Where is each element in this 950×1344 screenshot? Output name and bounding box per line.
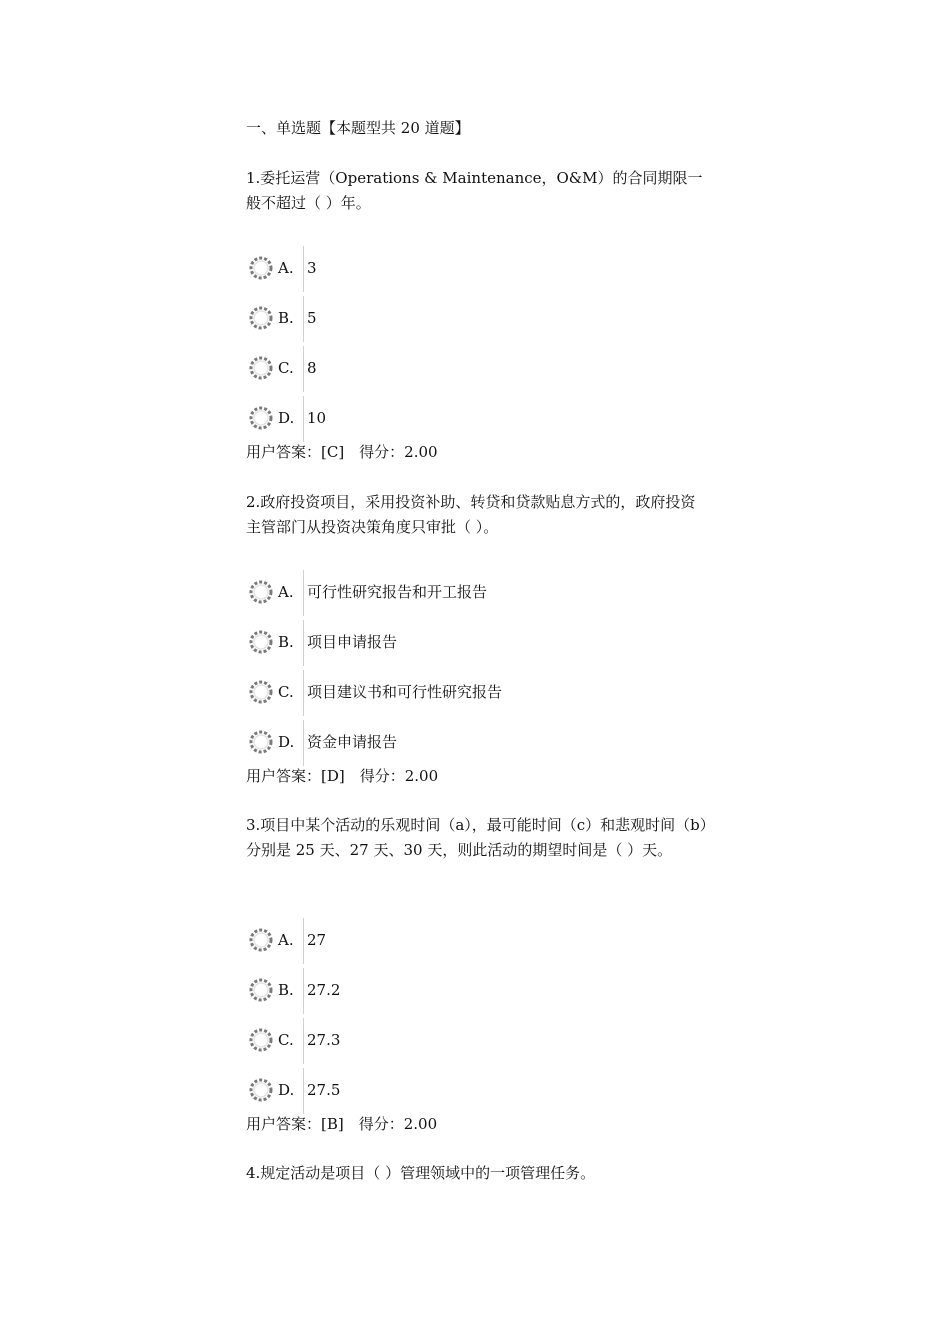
divider — [303, 968, 304, 1014]
divider — [303, 570, 304, 616]
option-letter: D. — [278, 733, 295, 751]
question-1-text: 1.委托运营（Operations & Maintenance，O&M）的合同期限一般不超过（ ）年。 — [246, 169, 703, 212]
divider — [303, 720, 304, 766]
radio-unselected-icon[interactable] — [248, 629, 274, 655]
option-letter: B. — [278, 981, 294, 999]
radio-unselected-icon[interactable] — [248, 679, 274, 705]
radio-unselected-icon[interactable] — [248, 355, 274, 381]
option-letter: C. — [278, 359, 294, 377]
option-text: 8 — [307, 359, 317, 377]
answer-score-1: 用户答案：[C] 得分：2.00 — [246, 443, 438, 461]
divider — [303, 918, 304, 964]
option-letter: A. — [278, 259, 294, 277]
radio-unselected-icon[interactable] — [248, 977, 274, 1003]
option-text: 27.3 — [307, 1031, 341, 1049]
option-text: 27.2 — [307, 981, 341, 999]
option-text: 10 — [307, 409, 327, 427]
divider — [303, 246, 304, 292]
option-1-b[interactable] — [246, 296, 646, 342]
radio-unselected-icon[interactable] — [248, 255, 274, 281]
divider — [303, 1068, 304, 1114]
divider — [303, 620, 304, 666]
option-text: 27.5 — [307, 1081, 341, 1099]
option-letter: A. — [278, 583, 294, 601]
option-letter: D. — [278, 1081, 295, 1099]
option-text: 项目申请报告 — [307, 633, 398, 651]
option-text: 可行性研究报告和开工报告 — [307, 583, 488, 601]
option-letter: A. — [278, 931, 294, 949]
option-2-c[interactable] — [246, 670, 646, 716]
option-text: 资金申请报告 — [307, 733, 398, 751]
divider — [303, 396, 304, 442]
option-letter: C. — [278, 1031, 294, 1049]
answer-score-2: 用户答案：[D] 得分：2.00 — [246, 767, 439, 785]
divider — [303, 296, 304, 342]
option-letter: B. — [278, 309, 294, 327]
option-text: 3 — [307, 259, 317, 277]
option-1-c[interactable] — [246, 346, 646, 392]
divider — [303, 346, 304, 392]
radio-unselected-icon[interactable] — [248, 579, 274, 605]
divider — [303, 670, 304, 716]
option-letter: D. — [278, 409, 295, 427]
option-letter: C. — [278, 683, 294, 701]
option-text: 项目建议书和可行性研究报告 — [307, 683, 503, 701]
option-text: 5 — [307, 309, 317, 327]
radio-unselected-icon[interactable] — [248, 1027, 274, 1053]
answer-score-3: 用户答案：[B] 得分：2.00 — [246, 1115, 438, 1133]
question-2-text: 2.政府投资项目，采用投资补助、转贷和贷款贴息方式的，政府投资主管部门从投资决策角度只审批（ ）。 — [246, 493, 696, 536]
option-2-d[interactable] — [246, 720, 646, 766]
section-title: 一、单选题【本题型共 20 道题】 — [246, 119, 470, 137]
radio-unselected-icon[interactable] — [248, 729, 274, 755]
radio-unselected-icon[interactable] — [248, 405, 274, 431]
radio-unselected-icon[interactable] — [248, 1077, 274, 1103]
option-3-c[interactable] — [246, 1018, 646, 1064]
divider — [303, 1018, 304, 1064]
option-3-b[interactable] — [246, 968, 646, 1014]
option-text: 27 — [307, 931, 327, 949]
radio-unselected-icon[interactable] — [248, 927, 274, 953]
radio-unselected-icon[interactable] — [248, 305, 274, 331]
question-3-text: 3.项目中某个活动的乐观时间（a），最可能时间（c）和悲观时间（b）分别是 25 天、27 天、30 天，则此活动的期望时间是（ ）天。 — [246, 816, 708, 859]
option-1-d[interactable] — [246, 396, 646, 442]
option-1-a[interactable] — [246, 246, 646, 292]
option-3-a[interactable] — [246, 918, 646, 964]
option-2-a[interactable] — [246, 570, 646, 616]
option-3-d[interactable] — [246, 1068, 646, 1114]
option-2-b[interactable] — [246, 620, 646, 666]
option-letter: B. — [278, 633, 294, 651]
question-4-text: 4.规定活动是项目（ ）管理领域中的一项管理任务。 — [246, 1164, 596, 1182]
